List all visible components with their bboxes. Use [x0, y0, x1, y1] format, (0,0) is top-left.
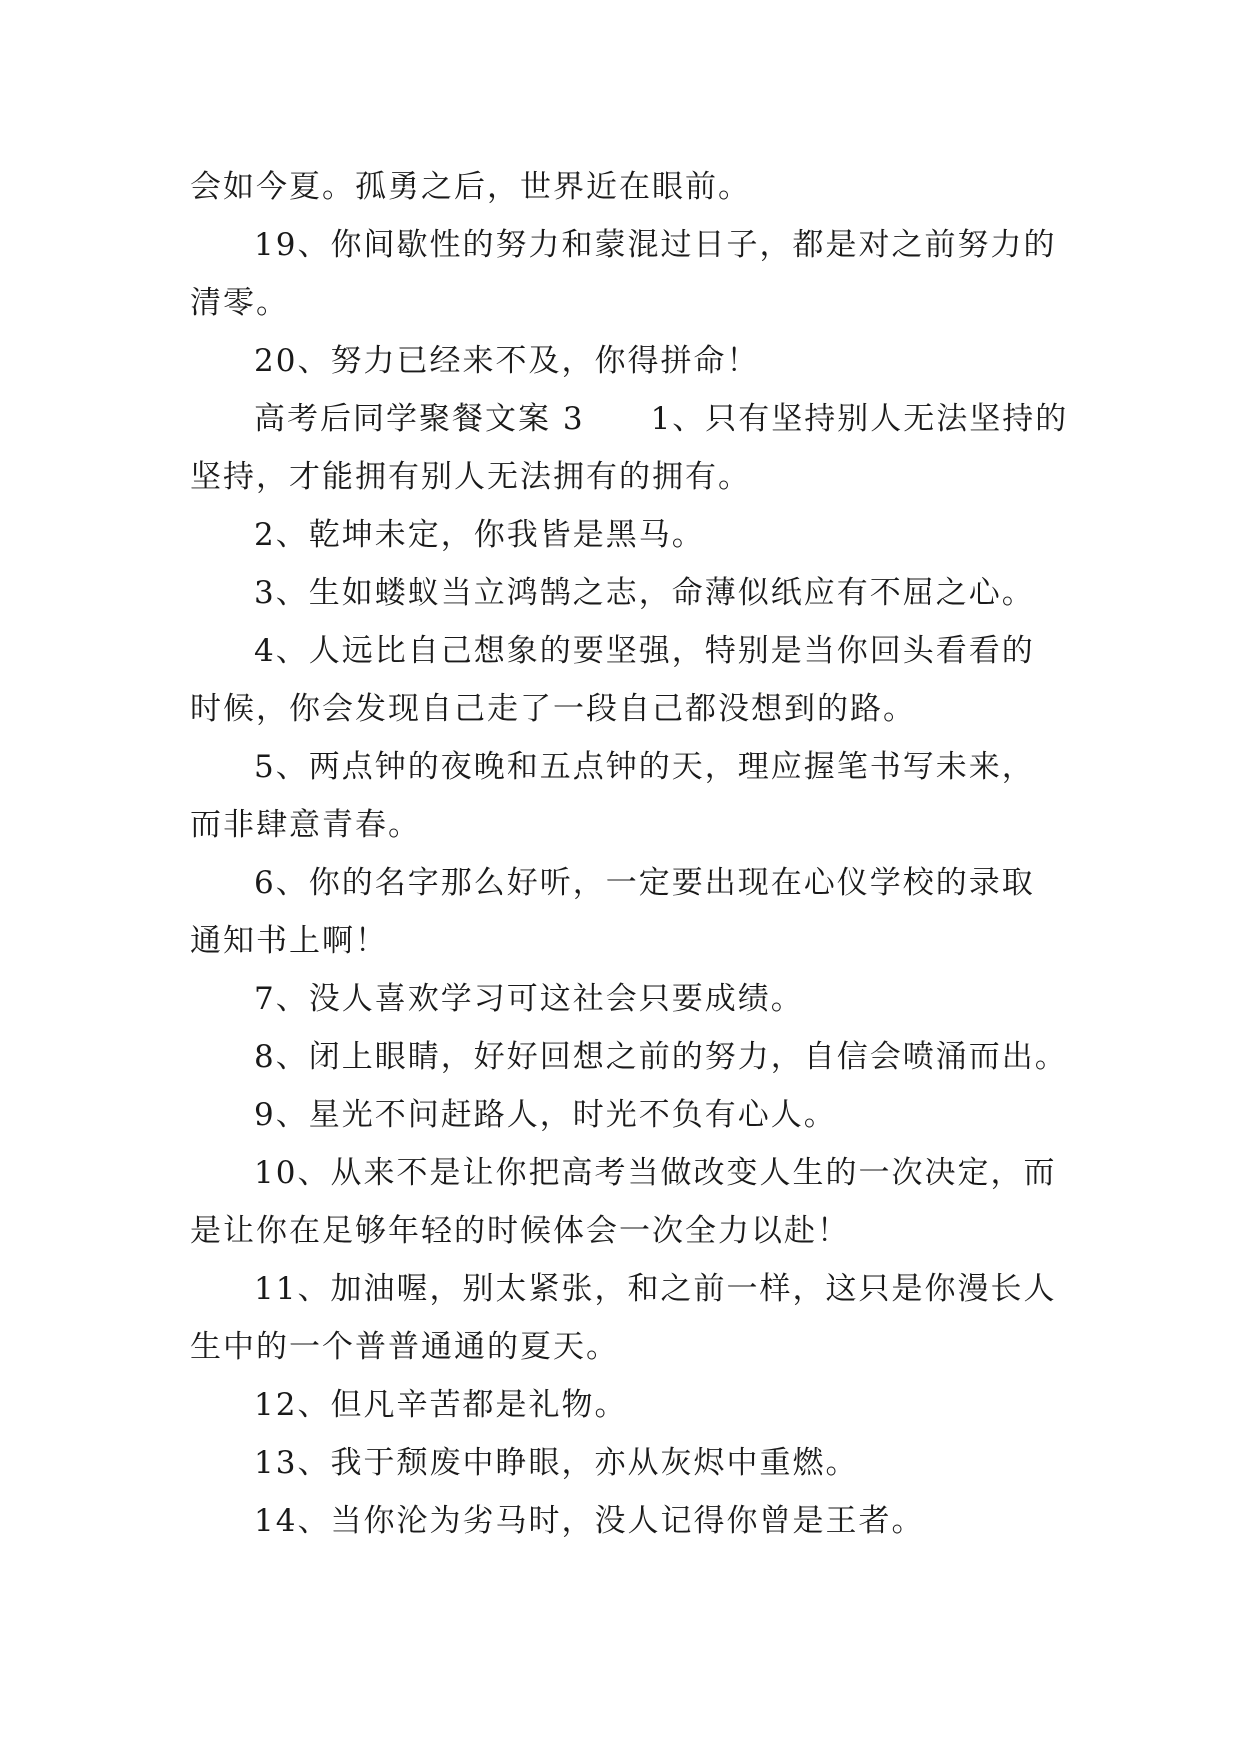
text-line: 7、没人喜欢学习可这社会只要成绩。 — [254, 981, 804, 1017]
text-line: 坚持，才能拥有别人无法拥有的拥有。 — [190, 459, 751, 495]
text-line: 8、闭上眼睛，好好回想之前的努力，自信会喷涌而出。 — [254, 1039, 1068, 1075]
text-line: 11、加油喔，别太紧张，和之前一样，这只是你漫长人 — [254, 1271, 1057, 1307]
text-line: 12、但凡辛苦都是礼物。 — [254, 1387, 628, 1423]
text-line: 14、当你沦为劣马时，没人记得你曾是王者。 — [254, 1503, 925, 1539]
text-line: 通知书上啊！ — [190, 923, 388, 959]
text-line: 会如今夏。孤勇之后，世界近在眼前。 — [190, 169, 751, 205]
text-line: 时候，你会发现自己走了一段自己都没想到的路。 — [190, 691, 916, 727]
text-line: 20、努力已经来不及，你得拼命！ — [254, 343, 760, 379]
text-line: 生中的一个普普通通的夏天。 — [190, 1329, 619, 1365]
text-line: 而非肆意青春。 — [190, 807, 421, 843]
text-line: 是让你在足够年轻的时候体会一次全力以赴！ — [190, 1213, 850, 1249]
text-line: 13、我于颓废中睁眼，亦从灰烬中重燃。 — [254, 1445, 859, 1481]
text-line: 5、两点钟的夜晚和五点钟的天，理应握笔书写未来， — [254, 749, 1035, 785]
text-line: 6、你的名字那么好听，一定要出现在心仪学校的录取 — [254, 865, 1035, 901]
text-line: 10、从来不是让你把高考当做改变人生的一次决定，而 — [254, 1155, 1057, 1191]
text-line: 19、你间歇性的努力和蒙混过日子，都是对之前努力的 — [254, 227, 1057, 263]
section-heading-line: 高考后同学聚餐文案 3 1、只有坚持别人无法坚持的 — [254, 401, 1069, 437]
text-line: 9、星光不问赶路人，时光不负有心人。 — [254, 1097, 837, 1133]
text-line: 清零。 — [190, 285, 289, 321]
text-line: 4、人远比自己想象的要坚强，特别是当你回头看看的 — [254, 633, 1035, 669]
text-line: 2、乾坤未定，你我皆是黑马。 — [254, 517, 705, 553]
document-body — [190, 158, 1070, 1550]
text-line: 3、生如蝼蚁当立鸿鹄之志，命薄似纸应有不屈之心。 — [254, 575, 1035, 611]
